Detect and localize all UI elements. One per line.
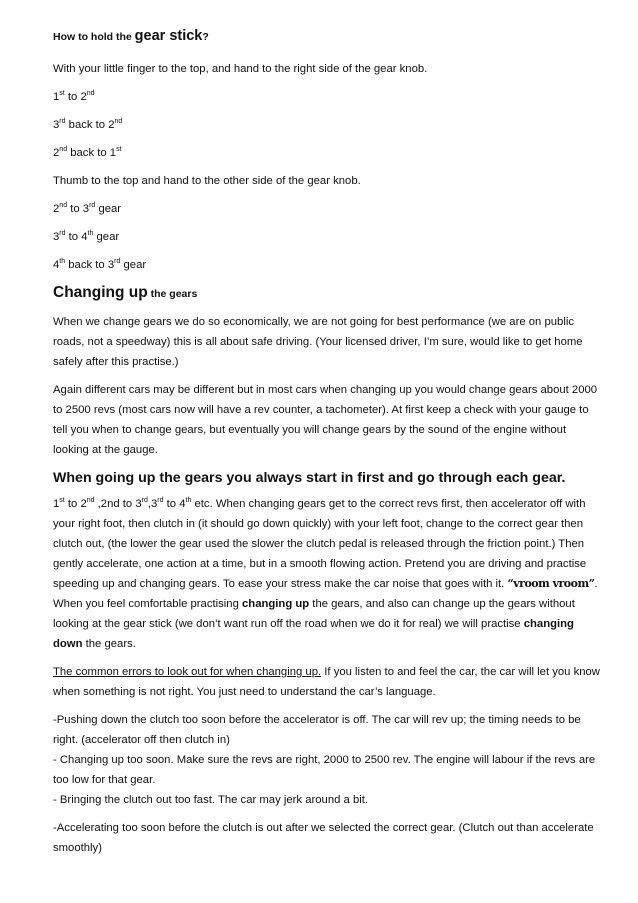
gear-change-line: 2nd back to 1st xyxy=(53,146,122,159)
section-heading-going-up: When going up the gears you always start in first and go through each gear. xyxy=(53,470,566,486)
section-heading-changing-up: Changing up the gears xyxy=(53,284,198,301)
gear-change-line: 1st to 2nd xyxy=(53,90,95,103)
error-item: -Accelerating too soon before the clutch is out after we selected the correct gear. (Clutch out than accelerate smoothly) xyxy=(53,822,594,854)
error-item: -Pushing down the clutch too soon before the accelerator is off. The car will rev up; the timing needs to be right. (accelerator off then clutch in) xyxy=(53,714,581,746)
document-page xyxy=(53,26,601,858)
instruction-thumb: Thumb to the top and hand to the other side of the gear knob. xyxy=(53,175,361,187)
paragraph-revs: Again different cars may be different but in most cars when changing up you would change gears about 2000 to 2500 revs (most cars now will have a rev counter, a tachometer). At first keep a check with your gauge to tell you when to change gears, but eventually you will change gears by the sound of the engine without looking at the gauge. xyxy=(53,384,598,456)
paragraph-gear-procedure: 1st to 2nd ,2nd to 3rd,3rd to 4th etc. When changing gears get to the correct revs first, then accelerator off with your right foot, then clutch in (it should go down quickly) with your left foot, change to the correct gear then clutch out, (the lower the gear used the slower the clutch pedal is released through the friction point.) Then gently accelerate, one action at a time, but in a smooth flowing action. Pretend you are driving and practise speeding up and changing gears. To ease your stress make the car noise that goes with it. “vroom vroom”. When you feel comfortable practising changing up the gears, and also can change up the gears without looking at the gear stick (we don’t want run off the road when we do it for real) we will practise changing down the gears. xyxy=(53,497,598,650)
document-title: How to hold the gear stick? xyxy=(53,28,209,44)
vroom-text: “vroom vroom” xyxy=(507,577,595,590)
paragraph-common-errors: The common errors to look out for when changing up. If you listen to and feel the car, the car will let you know when something is not right. You just need to understand the car’s language. xyxy=(53,666,600,698)
instruction-little-finger: With your little finger to the top, and hand to the right side of the gear knob. xyxy=(53,63,428,75)
gear-change-line: 2nd to 3rd gear xyxy=(53,202,122,215)
paragraph-economy: When we change gears we do so economically, we are not going for best performance (we are on public roads, not a speedway) this is all about safe driving. (Your licensed driver, I’m sure, would like to get home safely after this practise.) xyxy=(53,316,583,368)
gear-change-line: 3rd to 4th gear xyxy=(53,230,120,243)
gear-change-line: 4th back to 3rd gear xyxy=(53,258,147,271)
gear-change-line: 3rd back to 2nd xyxy=(53,118,123,131)
error-item: - Changing up too soon. Make sure the revs are right, 2000 to 2500 rev. The engine will labour if the revs are too low for that gear. xyxy=(53,754,596,786)
error-item: - Bringing the clutch out too fast. The car may jerk around a bit. xyxy=(53,794,369,806)
common-errors-heading: The common errors to look out for when changing up. xyxy=(53,666,322,678)
